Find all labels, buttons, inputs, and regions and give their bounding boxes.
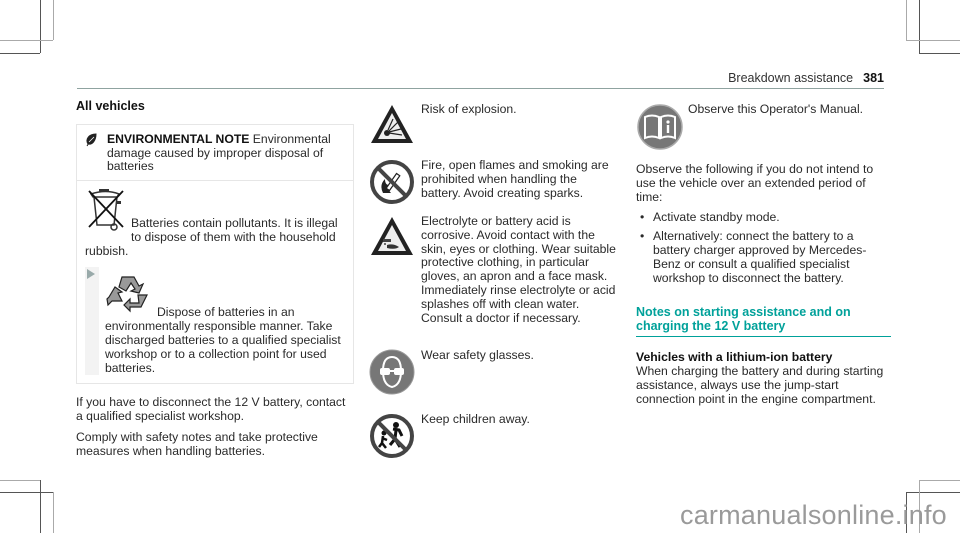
keep-children-away-icon <box>369 413 421 463</box>
environmental-note <box>76 124 354 385</box>
hazard-item <box>369 103 619 151</box>
manual-item <box>636 103 891 155</box>
crop-mark <box>919 0 920 53</box>
storage-intro: Observe the following if you do not intend to use the vehicle over an extended period of time: <box>636 162 874 204</box>
crop-mark <box>906 40 960 41</box>
watermark: carmanualsonline.info <box>680 500 947 530</box>
no-fire-icon <box>369 159 421 207</box>
crop-mark <box>919 480 960 481</box>
crop-mark <box>40 0 41 53</box>
list-item: • Activate standby mode. <box>636 211 891 225</box>
hazard-item <box>369 215 619 341</box>
lithium-ion-body: When charging the battery and during starting assistance, always use the jump-start connection point in the engine compartment. <box>636 364 884 406</box>
subheading-all-vehicles: All vehicles <box>76 99 145 113</box>
column-1 <box>76 100 354 466</box>
storage-list <box>636 211 891 285</box>
instruction-stripe <box>85 267 99 376</box>
hazard-item <box>369 413 619 463</box>
corrosive-warning-icon <box>369 215 421 341</box>
crop-mark <box>0 480 40 481</box>
crop-mark <box>919 53 960 54</box>
leaf-icon <box>85 133 107 174</box>
explosion-warning-icon <box>369 103 421 151</box>
safety-paragraph: Comply with safety notes and take protective measures when handling batteries. <box>76 429 318 458</box>
running-header <box>728 71 884 85</box>
crossed-bin-icon <box>85 187 127 235</box>
hazard-text: Keep children away. <box>421 412 530 426</box>
crop-mark <box>906 0 907 40</box>
disconnect-paragraph: If you have to disconnect the 12 V battery, contact a qualified specialist workshop. <box>76 395 346 424</box>
hazard-item <box>369 349 619 405</box>
hazard-text: Risk of explosion. <box>421 102 517 116</box>
note-title: Environmental damage caused by improper disposal of batteries <box>107 131 331 174</box>
hazard-item <box>369 159 619 207</box>
manual-text: Observe this Operator's Manual. <box>688 102 864 116</box>
column-2 <box>369 103 619 471</box>
section-name: Breakdown assistance <box>728 71 854 85</box>
crop-mark <box>53 0 54 40</box>
column-3 <box>636 103 891 407</box>
safety-glasses-icon <box>369 349 421 405</box>
dispose-text: Dispose of batteries in an environmentally responsible manner. Take discharged batteries to a qualified specialist workshop or to a collection point for used batteries. <box>105 305 341 375</box>
crop-mark <box>906 492 960 493</box>
hazard-text: Wear safety glasses. <box>421 348 534 362</box>
header-rule <box>77 88 884 89</box>
triangle-marker-icon <box>87 269 95 279</box>
crop-mark <box>40 480 41 533</box>
crop-mark <box>0 40 53 41</box>
crop-mark <box>53 492 54 533</box>
note-label: ENVIRONMENTAL NOTE <box>107 131 250 146</box>
hazard-text: Fire, open flames and smoking are prohibited when handling the battery. Avoid creating sparks. <box>421 158 609 200</box>
pollutants-text: Batteries contain pollutants. It is illegal to dispose of them with the household rubbish. <box>85 216 338 258</box>
page-number: 381 <box>863 71 884 85</box>
section-title: Notes on starting assistance and on charging the 12 V battery <box>636 305 891 337</box>
operators-manual-icon <box>636 103 688 155</box>
subheading-lithium-ion: Vehicles with a lithium-ion battery <box>636 350 833 365</box>
crop-mark <box>0 53 40 54</box>
crop-mark <box>0 492 53 493</box>
list-item: • Alternatively: connect the battery to a battery charger approved by Mercedes-Benz or consult a qualified specialist workshop to disconnect the battery. <box>636 230 891 285</box>
hazard-text: Electrolyte or battery acid is corrosive. Avoid contact with the skin, eyes or clothing. Wear suitable protective clothing, in particular gloves, an apron and a face mask. Immediately rinse electrolyte or acid splashes off with clean water. Consult a doctor if necessary. <box>421 214 616 325</box>
